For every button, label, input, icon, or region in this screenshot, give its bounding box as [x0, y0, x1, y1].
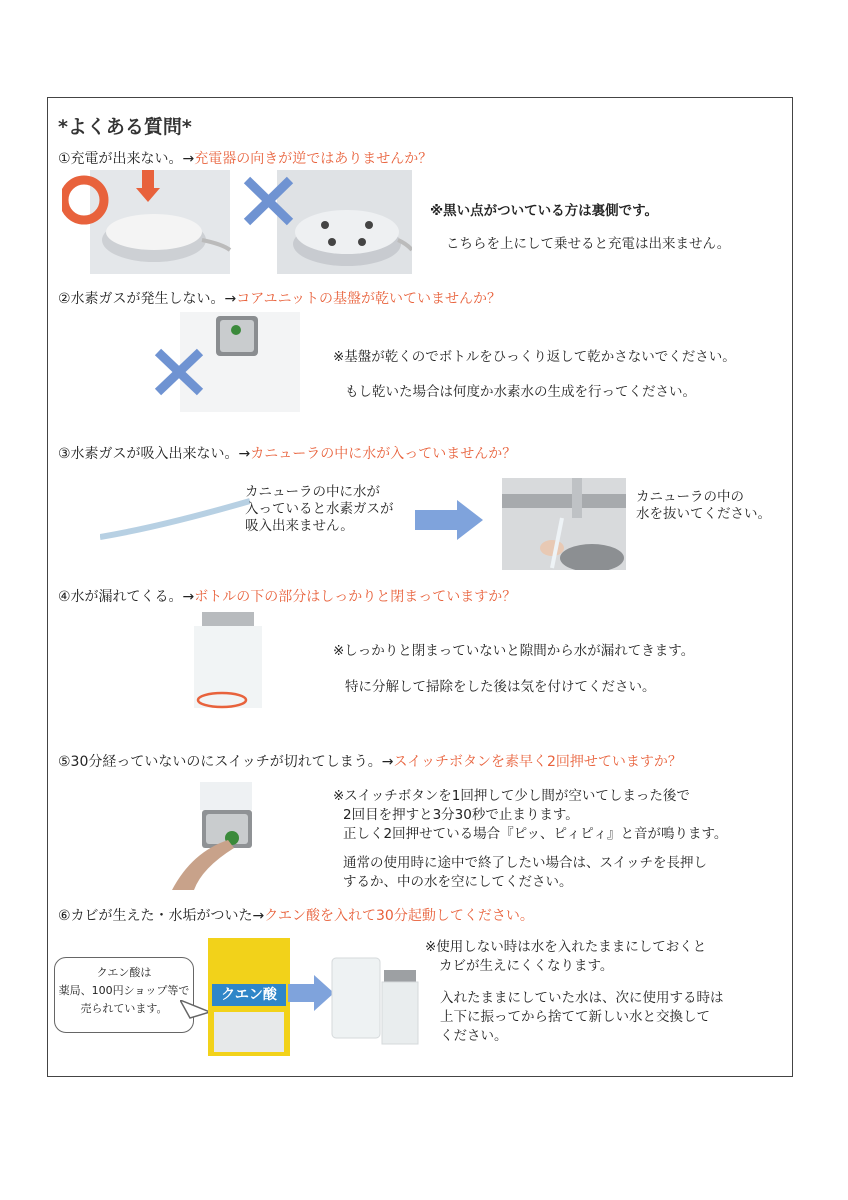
- right-arrow-icon-1: [415, 500, 485, 540]
- caption-3-right-1: カニューラの中の: [636, 489, 744, 505]
- bubble-tail: [180, 1000, 210, 1020]
- note-6-d: 上下に振ってから捨てて新しい水と交換して: [440, 1009, 710, 1025]
- switch-photo: [172, 782, 272, 890]
- note-4-a: ※しっかりと閉まっていないと隙間から水が漏れてきます。: [333, 643, 695, 659]
- caption-3-left-2: 入っていると水素ガスが: [245, 501, 394, 517]
- caption-3-left-3: 吸入出来ません。: [245, 518, 354, 534]
- page-title: *よくある質問*: [58, 116, 192, 138]
- note-5-a: ※スイッチボタンを1回押して少し間が空いてしまった後で: [333, 788, 690, 804]
- question-2-text: ②水素ガスが発生しない。→: [58, 291, 237, 307]
- right-arrow-icon-2: [288, 975, 334, 1011]
- note-2-b: もし乾いた場合は何度か水素水の生成を行ってください。: [345, 384, 696, 400]
- caption-3-right-2: 水を抜いてください。: [636, 506, 771, 522]
- note-5-extra: [343, 854, 707, 892]
- note-6-b: カビが生えにくくなります。: [439, 958, 614, 974]
- bubble-line-1: クエン酸は: [96, 966, 152, 979]
- bubble-line-3: 売られています。: [80, 1002, 168, 1015]
- question-1: [58, 148, 432, 168]
- answer-4-text: ボトルの下の部分はしっかりと閉まっていますか？: [194, 589, 517, 605]
- caption-3-right: [636, 489, 771, 523]
- note-5-b: 2回目を押すと3分30秒で止まります。: [343, 807, 579, 823]
- note-5: [333, 787, 727, 844]
- question-2: [58, 288, 501, 308]
- caption-3-left: [245, 484, 394, 535]
- answer-1-text: 充電器の向きが逆ではありませんか？: [194, 151, 433, 167]
- caption-3-left-1: カニューラの中に水が: [245, 484, 380, 500]
- glass-bottle-photo: [330, 948, 420, 1048]
- question-4: [58, 586, 516, 606]
- sink-photo: [502, 478, 626, 570]
- note-6-c: 入れたままにしていた水は、次に使用する時は: [440, 990, 724, 1006]
- note-5-d: 通常の使用時に途中で終了したい場合は、スイッチを長押し: [343, 855, 707, 871]
- charger-photos: [62, 170, 412, 274]
- bottle-photo: [172, 612, 272, 714]
- core-unit-photo: [150, 312, 300, 412]
- info-bubble: [54, 957, 194, 1033]
- question-5-text: ⑤30分経っていないのにスイッチが切れてしまう。→: [58, 754, 394, 770]
- cannula-tube: [100, 495, 250, 545]
- answer-3-text: カニューラの中に水が入っていませんか？: [250, 446, 517, 462]
- question-3: [58, 443, 516, 463]
- note-1-b: こちらを上にして乗せると充電は出来ません。: [446, 236, 731, 252]
- question-4-text: ④水が漏れてくる。→: [58, 589, 195, 605]
- answer-6-text: クエン酸を入れて30分起動してください。: [264, 908, 534, 924]
- question-5: [58, 751, 682, 771]
- question-6: [58, 905, 534, 925]
- note-6-e: ください。: [440, 1028, 508, 1044]
- note-6-extra: [440, 989, 724, 1046]
- answer-5-text: スイッチボタンを素早く2回押せていますか？: [393, 754, 682, 770]
- note-4-b: 特に分解して掃除をした後は気を付けてください。: [345, 679, 656, 695]
- note-6-a: ※使用しない時は水を入れたままにしておくと: [425, 939, 707, 955]
- citric-acid-package: [208, 938, 290, 1056]
- note-5-c: 正しく2回押せている場合『ピッ、ピィピィ』と音が鳴ります。: [343, 826, 728, 842]
- note-1-a: ※黒い点がついている方は裏側です。: [430, 203, 659, 219]
- charger-top: [106, 214, 202, 250]
- answer-2-text: コアユニットの基盤が乾いていませんか？: [236, 291, 502, 307]
- note-5-e: するか、中の水を空にしてください。: [343, 874, 573, 890]
- package-label: クエン酸: [212, 984, 286, 1006]
- question-1-text: ①充電が出来ない。→: [58, 151, 195, 167]
- bubble-line-2: 薬局、100円ショップ等で: [58, 984, 190, 997]
- question-3-text: ③水素ガスが吸入出来ない。→: [58, 446, 251, 462]
- note-6: [425, 938, 706, 976]
- note-2-a: ※基盤が乾くのでボトルをひっくり返して乾かさないでください。: [333, 349, 736, 365]
- question-6-text: ⑥カビが生えた・水垢がついた→: [58, 908, 265, 924]
